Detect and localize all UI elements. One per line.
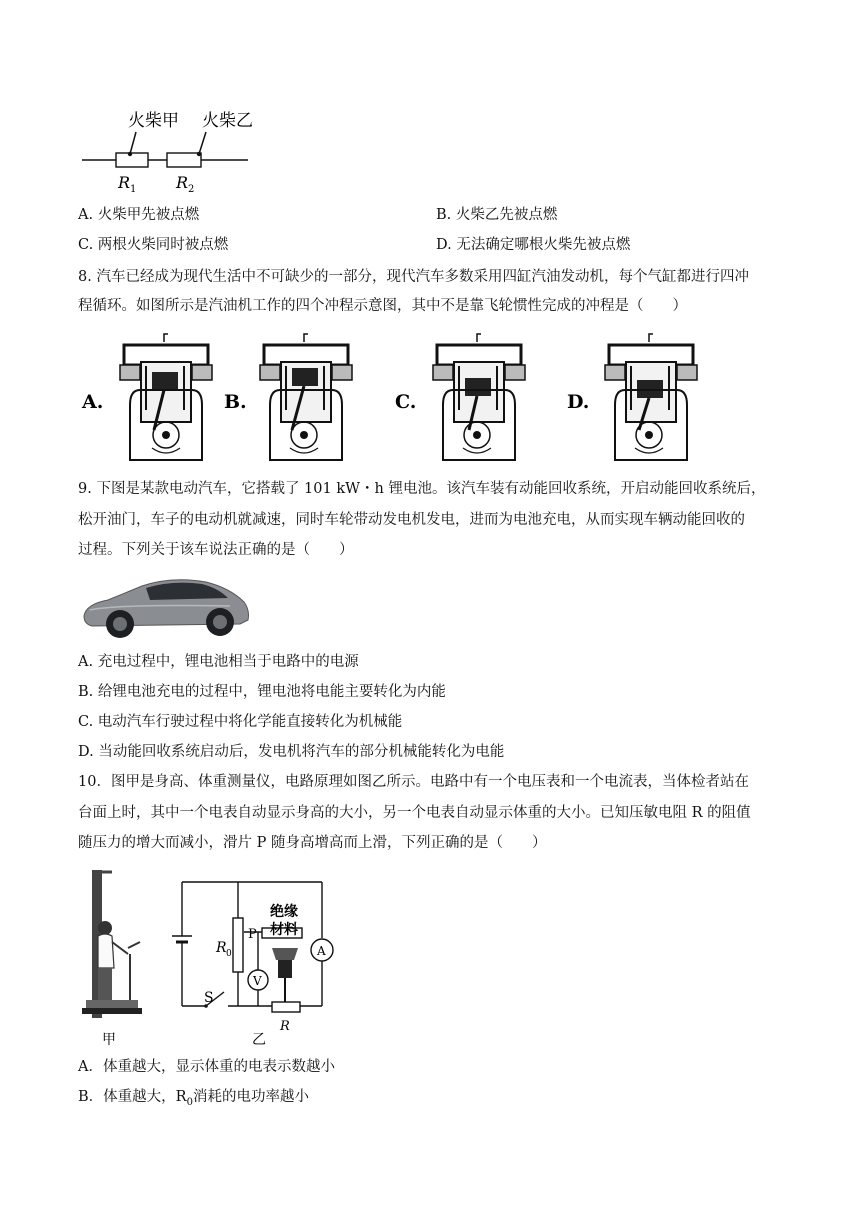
q7-option-c: C. 两根火柴同时被点燃 (78, 237, 229, 253)
height-weight-scale-figure (78, 868, 158, 1048)
q10-option-a: A．体重越大，显示体重的电表示数越小 (78, 1059, 335, 1075)
resistor-r2 (167, 153, 201, 167)
insulation-line2: 材料 (270, 922, 298, 938)
engine-c-label: C. (395, 391, 417, 413)
r0-label: R (216, 940, 227, 956)
q10-option-b-prefix: B．体重越大，R (78, 1089, 187, 1105)
q7-option-d: D. 无法确定哪根火柴先被点燃 (436, 237, 631, 253)
resistor-r0 (233, 918, 243, 972)
r0-subscript: 0 (226, 949, 232, 959)
electric-car-image (80, 570, 252, 642)
match-b-label: 火柴乙 (202, 111, 253, 131)
q9-option-a: A. 充电过程中，锂电池相当于电路中的电源 (78, 654, 359, 670)
q7-option-a: A. 火柴甲先被点燃 (78, 207, 200, 223)
match-a-label: 火柴甲 (128, 111, 179, 131)
q7-circuit-figure (78, 104, 278, 196)
engine-stroke-b (220, 330, 360, 468)
engine-d-label: D. (567, 391, 590, 413)
q10-option-b (78, 1087, 309, 1113)
insulation-line1: 绝缘 (270, 904, 298, 920)
figure-yi-label: 乙 (252, 1032, 266, 1046)
r1-subscript: 1 (130, 184, 137, 195)
q9-option-b: B. 给锂电池充电的过程中，锂电池将电能主要转化为内能 (78, 684, 446, 700)
slider-p-label: P (248, 927, 257, 942)
q9-stem-line3: 过程。下列关于该车说法正确的是（ ） (78, 542, 354, 558)
figure-jia-label: 甲 (102, 1032, 116, 1048)
engine-b-label: B. (224, 391, 247, 413)
resistor-r1 (116, 153, 148, 167)
ammeter-label: A (317, 944, 326, 958)
engine-stroke-a (80, 330, 220, 468)
q9-option-d: D. 当动能回收系统启动后，发电机将汽车的部分机械能转化为电能 (78, 744, 505, 760)
engine-stroke-c (393, 330, 533, 468)
q10-stem-line2: 台面上时，其中一个电表自动显示身高的大小，另一个电表自动显示体重的大小。已知压敏电阻 R 的阻值 (78, 805, 751, 821)
q10-option-b-subscript: 0 (186, 1096, 193, 1108)
switch-label: S (204, 990, 214, 1006)
q10-stem-line3: 随压力的增大而减小，滑片 P 随身高增高而上滑，下列正确的是（ ） (78, 835, 547, 851)
resistor-r (272, 1002, 300, 1012)
r2-subscript: 2 (188, 184, 195, 195)
q8-stem-line1: 8. 汽车已经成为现代生活中不可缺少的一部分，现代汽车多数采用四缸汽油发动机，每个气缸都进行四冲 (78, 269, 749, 285)
q10-stem-line1: 10．图甲是身高、体重测量仪，电路原理如图乙所示。电路中有一个电压表和一个电流表，当体检者站在 (78, 774, 749, 790)
r2-label: R (176, 173, 189, 192)
q9-stem-line2: 松开油门，车子的电动机就减速，同时车轮带动发电机发电，进而为电池充电，从而实现车辆动能回收的 (78, 512, 745, 528)
q8-stem-line2: 程循环。如图所示是汽油机工作的四个冲程示意图，其中不是靠飞轮惯性完成的冲程是（ ） (78, 298, 687, 314)
engine-stroke-d (565, 330, 705, 468)
q10-option-b-suffix: 消耗的电功率越小 (192, 1089, 309, 1105)
q9-option-c: C. 电动汽车行驶过程中将化学能直接转化为机械能 (78, 714, 403, 730)
r1-label: R (118, 173, 131, 192)
q7-option-b: B. 火柴乙先被点燃 (436, 207, 558, 223)
q9-stem-line1: 9. 下图是某款电动汽车，它搭载了 101 kW・h 锂电池。该汽车装有动能回收系统，开启动能回收系统后， (78, 481, 766, 497)
r-label: R (280, 1019, 290, 1034)
engine-a-label: A. (82, 391, 104, 413)
circuit-figure-yi (172, 876, 352, 1046)
voltmeter-label: V (253, 974, 262, 988)
